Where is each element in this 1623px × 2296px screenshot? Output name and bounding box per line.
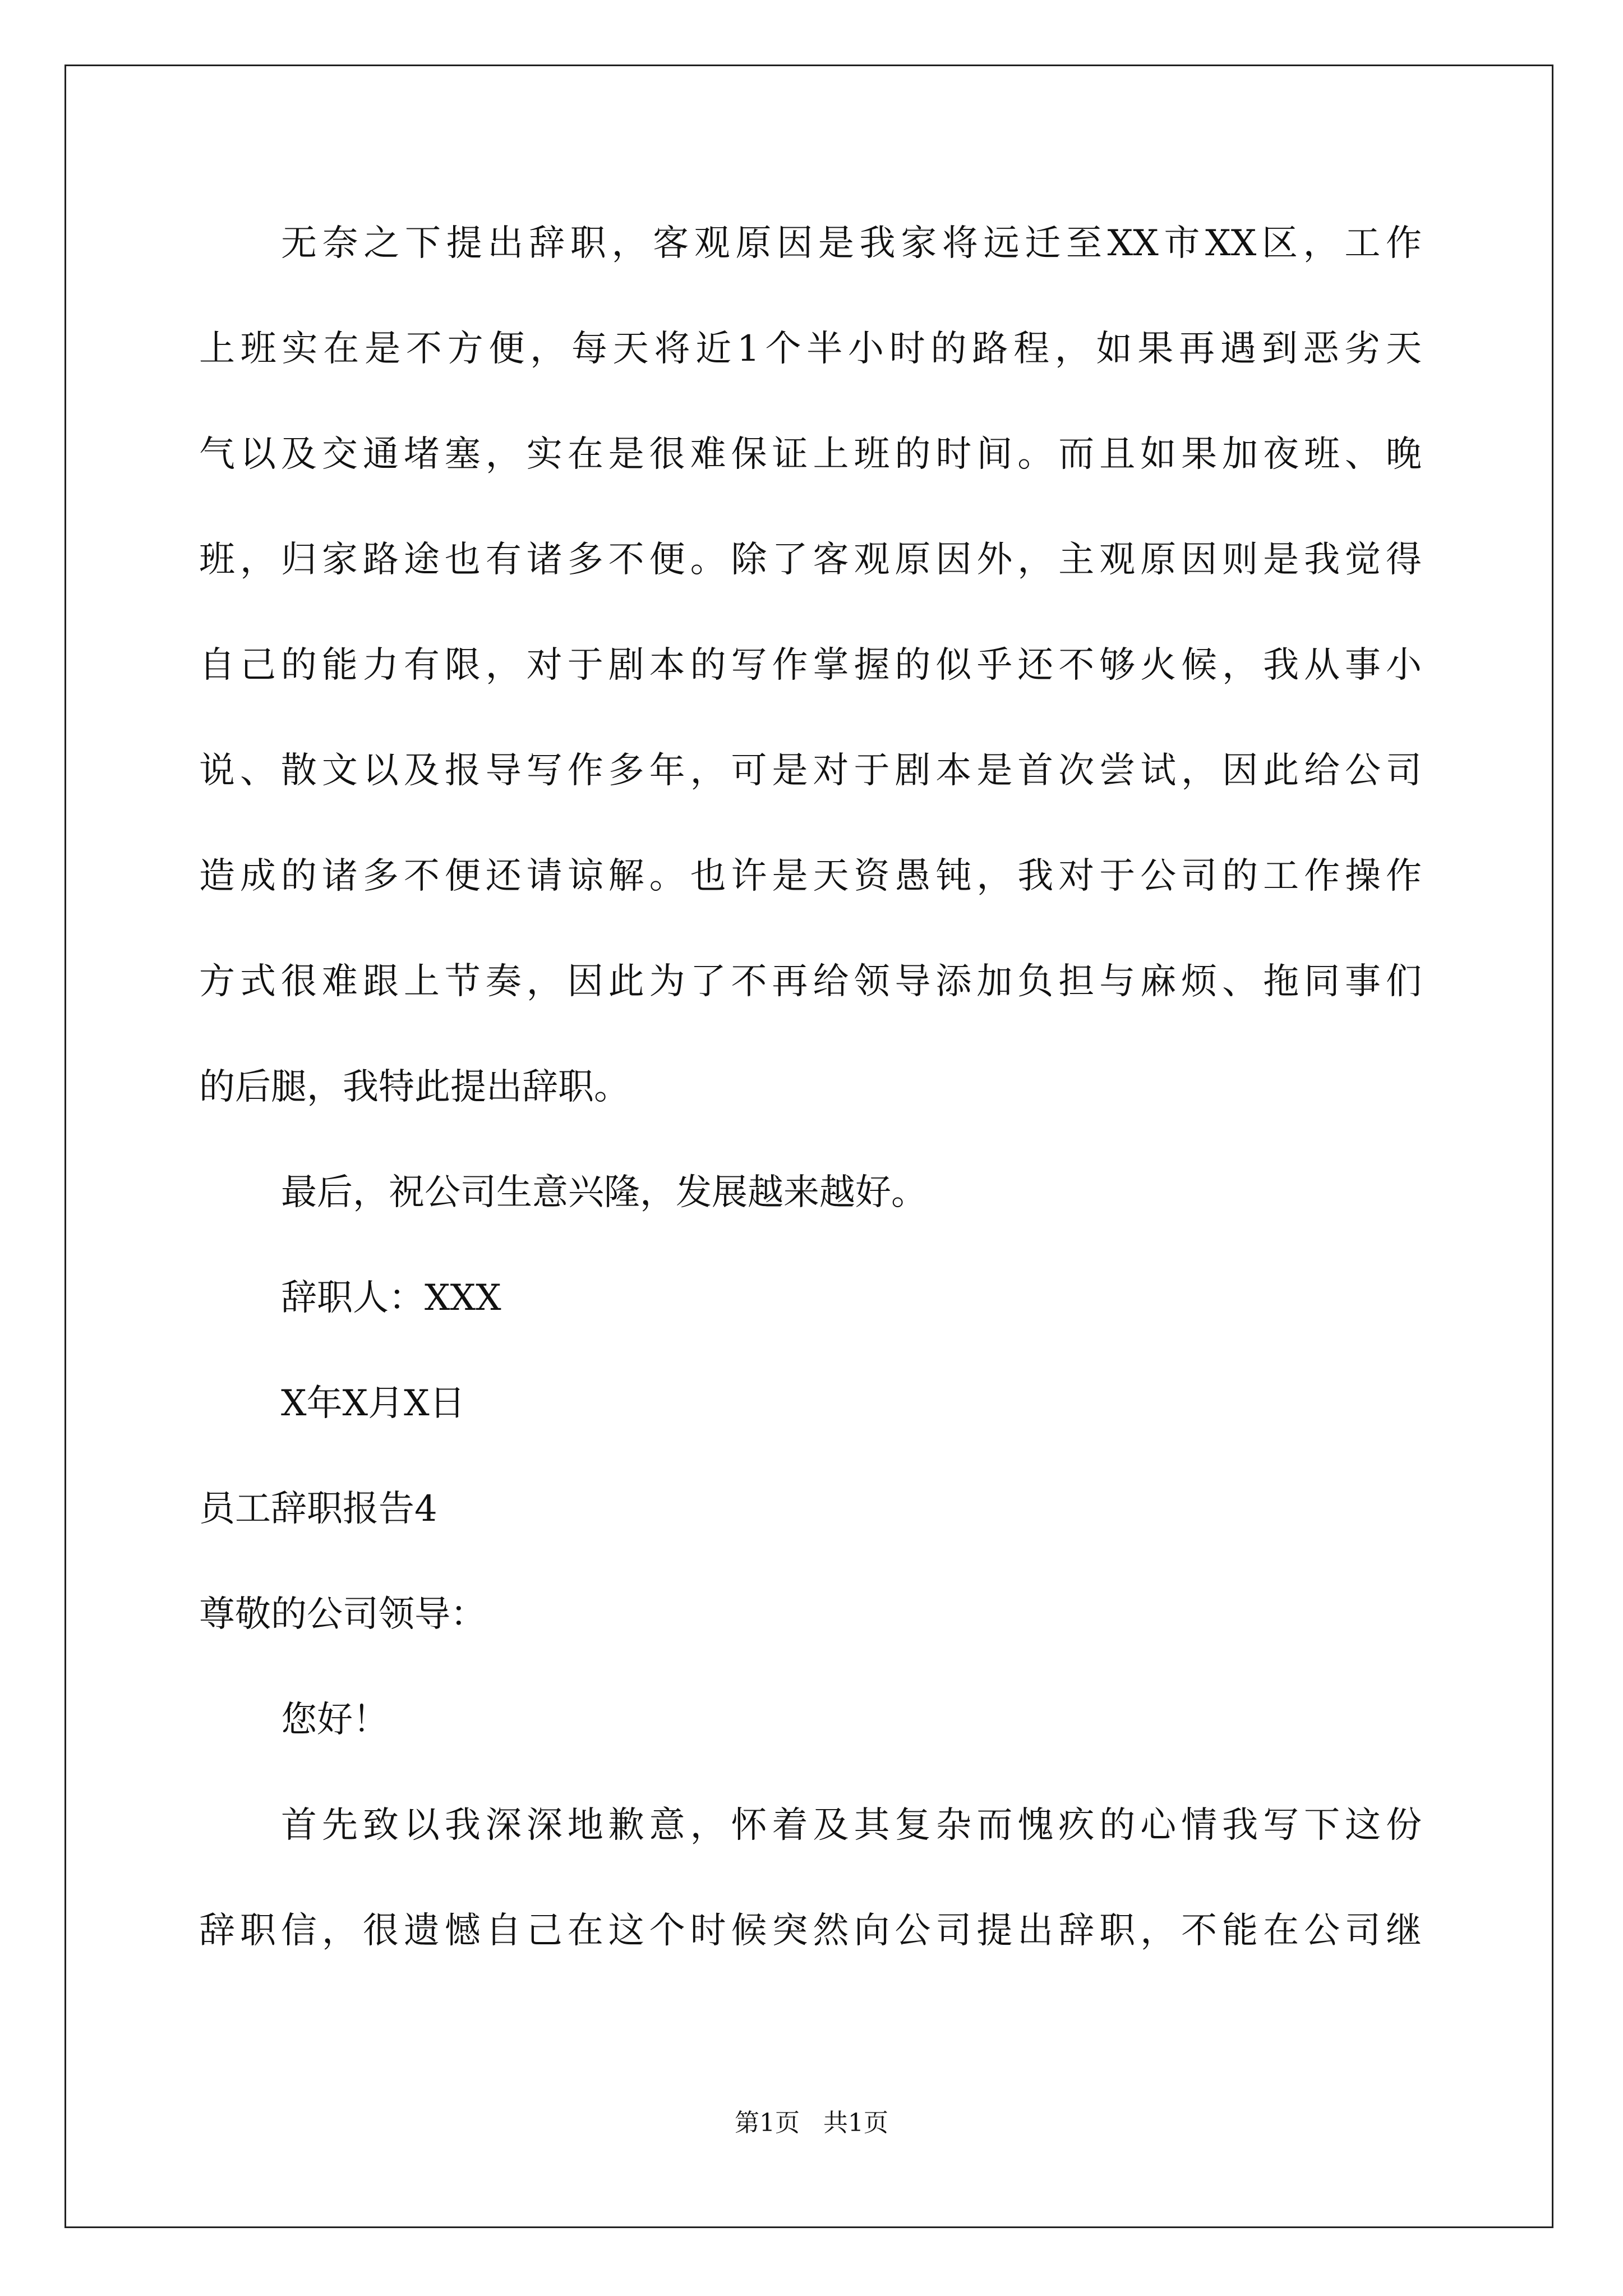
paragraph-line: 造成的诸多不便还请谅解。也许是天资愚钝，我对于公司的工作操作 <box>199 855 1422 897</box>
paragraph-line: 气以及交通堵塞，实在是很难保证上班的时间。而且如果加夜班、晚 <box>199 434 1422 475</box>
page-border <box>64 65 1553 2228</box>
closing-wish: 最后，祝公司生意兴隆，发展越来越好。 <box>281 1172 927 1213</box>
greeting: 您好！ <box>281 1699 389 1741</box>
paragraph-line: 说、散文以及报导写作多年，可是对于剧本是首次尝试，因此给公司 <box>199 750 1422 792</box>
page-footer: 第1页 共1页 <box>735 2109 888 2137</box>
paragraph-line: 方式很难跟上节奏，因此为了不再给领导添加负担与麻烦、拖同事们 <box>199 961 1422 1002</box>
signature-date: X年X月X日 <box>281 1383 465 1424</box>
paragraph-line: 上班实在是不方便，每天将近1个半小时的路程，如果再遇到恶劣天 <box>199 328 1422 370</box>
paragraph-line: 班，归家路途也有诸多不便。除了客观原因外，主观原因则是我觉得 <box>199 539 1422 581</box>
paragraph-line: 辞职信，很遗憾自己在这个时候突然向公司提出辞职，不能在公司继 <box>199 1910 1422 1952</box>
paragraph-line: 的后腿，我特此提出辞职。 <box>199 1066 630 1108</box>
paragraph-line: 首先致以我深深地歉意，怀着及其复杂而愧疚的心情我写下这份 <box>281 1805 1422 1846</box>
signature-name: 辞职人：XXX <box>281 1277 501 1319</box>
paragraph-line: 自己的能力有限，对于剧本的写作掌握的似乎还不够火候，我从事小 <box>199 645 1422 686</box>
paragraph-line: 无奈之下提出辞职，客观原因是我家将远迁至XX市XX区，工作 <box>281 223 1422 264</box>
salutation: 尊敬的公司领导： <box>199 1594 486 1635</box>
section-title: 员工辞职报告4 <box>199 1488 437 1530</box>
